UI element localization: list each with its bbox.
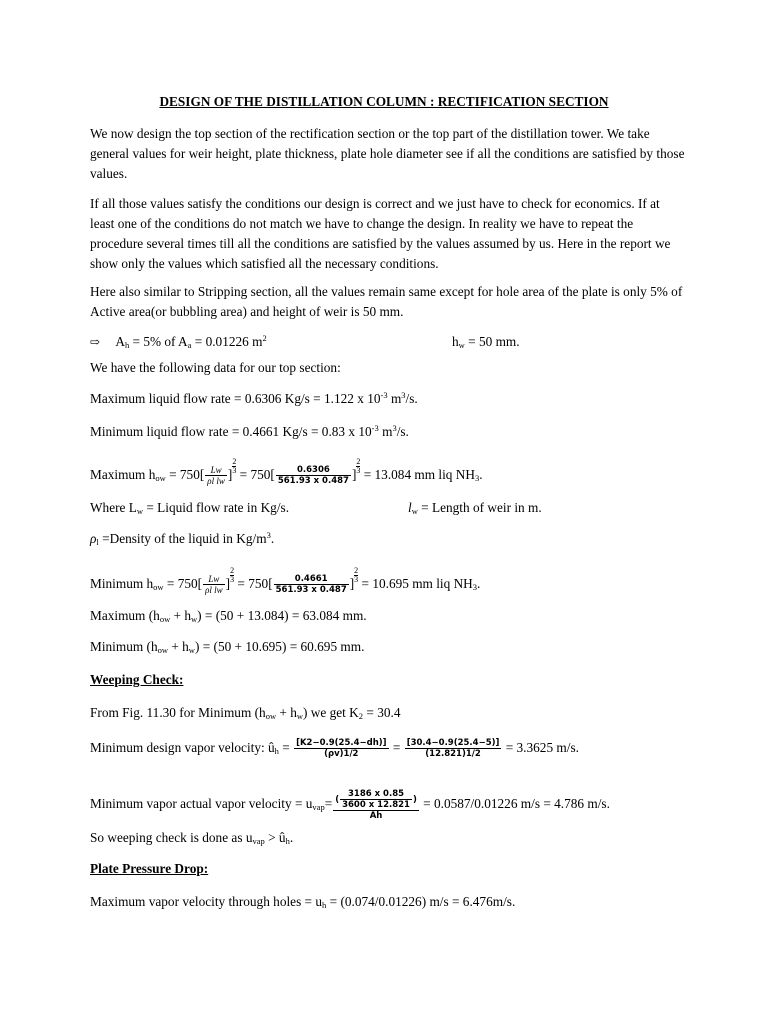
min-sum-line: Minimum $(h_{ow} + h_w) = (50 + 10.695) = 60.695$ mm. [90, 639, 365, 655]
similarity-paragraph: Here also similar to Stripping section, all the values remain same except for hole area of the plate is only 5% of Active area(or bubbling area) and height of weir is 50 mm. [90, 284, 683, 319]
design-value-fraction: $\frac{[30.4-0.9(25.4-5)]}{(12.821)1/2}$ [406, 738, 500, 760]
hole-area-line: ⇨ $A_h = 5\%$ of $A_a = 0.01226$ $m^2$ [90, 333, 267, 350]
weeping-done-line: So weeping check is done as $u_{vap}$ > $û_h$. [90, 830, 294, 846]
min-actual-velocity: Minimum vapor actual vapor velocity = $u_{vap}=$ ( $\frac{3186 x 0.85}{3600 x 12.821}$ ) Ah = 0.0587/0.01226 m/s = 4.786 m/s. [90, 789, 610, 821]
page-title: DESIGN OF THE DISTILLATION COLUMN : RECTIFICATION SECTION [159, 94, 609, 109]
conditions-paragraph: If all those values satisfy the conditions our design is correct and we just have to check for economics. If at least one of the conditions do not match we have to change the design. In reality we have to repeat the procedure several times till all the conditions are satisfied by the values assumed by us. Here in the report we show only the values which satisfied all the necessary conditions. [90, 196, 671, 271]
max-vapor-velocity: Maximum vapor velocity through holes = $u_h = (0.074/0.01226) m/s = 6.476m/s$. [90, 894, 516, 910]
intro-paragraph: We now design the top section of the rectification section or the top part of the distillation tower. We take general values for weir height, plate thickness, plate hole diameter see if all the conditions are satisfied by those values. [90, 126, 685, 181]
min-how-equation: Minimum $h_{ow} = 750$[ $\frac{Lw}{\text{ρl lw}}$ ] $\frac{2}{3}$ = 750[ $\frac{0.4661}{561.93 x 0.487}$ ] $\frac{2}{3}$ = 10.695 mm liq $NH_3$. [90, 566, 481, 596]
design-velocity-fraction: $\frac{[K2-0.9(25.4-dh)]}{(\rho v)1/2}$ [296, 738, 387, 760]
data-intro: We have the following data for our top section: [90, 360, 341, 375]
actual-velocity-fraction: ( $\frac{3186 x 0.85}{3600 x 12.821}$ ) Ah [335, 789, 417, 821]
min-liquid-flow: Minimum liquid flow rate = 0.4661 Kg/s = 0.83 x $10^{-3}$ $m^3/s$. [90, 423, 409, 439]
min-design-velocity: Minimum design vapor velocity: $û_h$ = $\frac{[K2-0.9(25.4-dh)]}{(\rho v)1/2}$ = $\frac{[30.4-0.9(25.4-5)]}{(12.821)1/2}$ = 3.3625 m/s. [90, 738, 579, 760]
where-line: Where $L_w$ = Liquid flow rate in Kg/s. [90, 500, 290, 516]
density-line: $\rho_l$ =Density of the liquid in $Kg/m^3$. [90, 530, 275, 547]
max-sum-line: Maximum $(h_{ow} + h_w) = (50 + 13.084) = 63.084$ mm. [90, 608, 367, 624]
weir-length-line: $l_w$ = Length of weir in m. [408, 500, 542, 516]
pressure-heading: Plate Pressure Drop: [90, 861, 209, 876]
max-how-equation: Maximum $h_{ow} = 750$[ $\frac{Lw}{\text{ρl lw}}$ ] $\frac{2}{3}$ = 750[ $\frac{0.6306}{561.93 x 0.487}$ ] $\frac{2}{3}$ = 13.084 mm liq $NH_3$. [90, 457, 483, 487]
fig-line: From Fig. 11.30 for Minimum $(h_{ow} + h_w)$ we get $K_2 = 30.4$ [90, 705, 401, 721]
right-arrow-icon: ⇨ [90, 335, 101, 349]
weeping-heading: Weeping Check: [90, 672, 184, 687]
weir-fraction: $\frac{Lw}{\text{ρl lw}}$ [205, 574, 223, 596]
weir-fraction: $\frac{Lw}{\text{ρl lw}}$ [207, 465, 225, 487]
min-value-fraction: $\frac{0.4661}{561.93 x 0.487}$ [275, 574, 347, 596]
weir-height-line: $h_w = 50$ mm. [452, 334, 520, 350]
max-value-fraction: $\frac{0.6306}{561.93 x 0.487}$ [277, 465, 349, 487]
max-liquid-flow: Maximum liquid flow rate = 0.6306 Kg/s = 1.122 x $10^{-3}$ $m^3/s$. [90, 390, 418, 406]
